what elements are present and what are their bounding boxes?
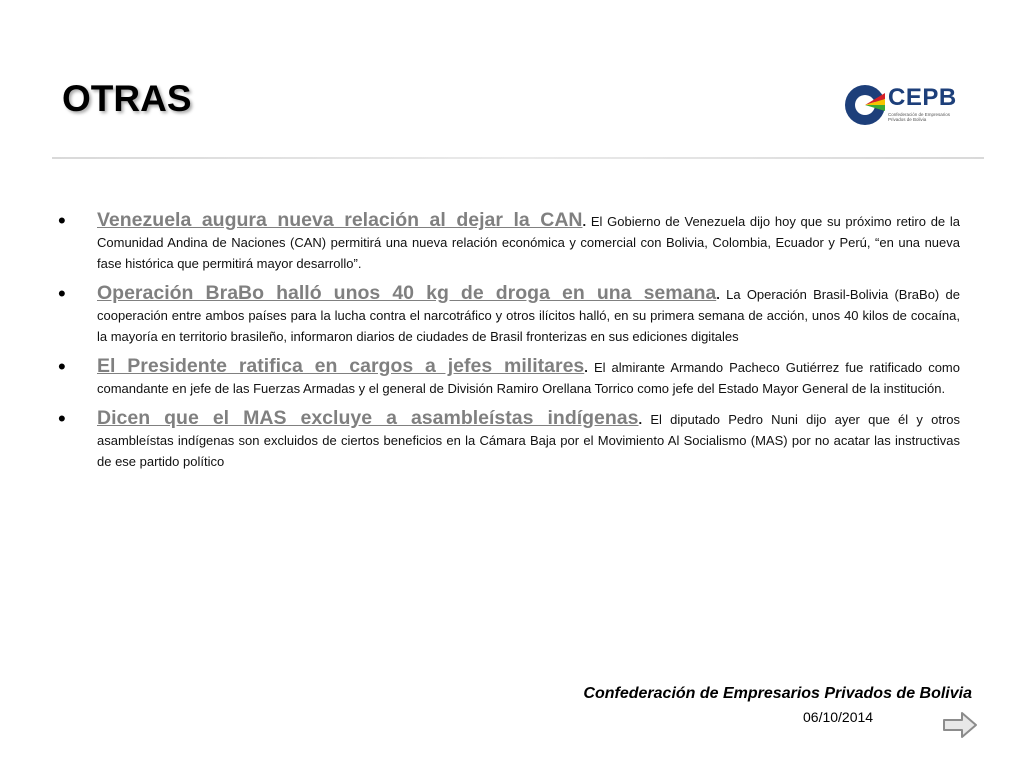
logo-subtitle: Confederación de Empresarios Privados de Bolivia	[888, 112, 951, 122]
news-item	[58, 406, 960, 472]
news-text	[97, 354, 960, 399]
cepb-logo	[842, 80, 962, 130]
news-body: La Operación Brasil-Bolivia (BraBo) de cooperación entre ambos países para la lucha contra el narcotráfico y otros ilícitos halló, en su primera semana de acción, unos 40 kilos de cocaína, la mayoría en territorio brasileño, informaron diarios de ciudades de Brasil fronterizas en sus ediciones digitales	[97, 287, 960, 344]
news-headline[interactable]: Operación BraBo halló unos 40 kg de droga en una semana	[97, 282, 717, 304]
bullet: •	[58, 354, 66, 379]
news-item	[58, 354, 960, 399]
title-divider	[52, 157, 984, 159]
headline-period: .	[716, 287, 720, 302]
news-headline[interactable]: Dicen que el MAS excluye a asambleístas indígenas	[97, 407, 639, 429]
news-body: El diputado Pedro Nuni dijo ayer que él y otros asambleístas indígenas son excluidos de ciertos beneficios en la Cámara Baja por el Movimiento Al Socialismo (MAS) por no acatar las instructivas de ese partido político	[97, 412, 961, 469]
news-body: El almirante Armando Pacheco Gutiérrez fue ratificado como comandante en jefe de las Fuerzas Armadas y el general de División Ramiro Orellana Torrico como jefe del Estado Mayor General de la institución.	[97, 360, 960, 396]
bullet: •	[58, 208, 66, 233]
logo-text: CEPB	[888, 84, 957, 111]
news-item	[58, 281, 960, 347]
news-item	[58, 208, 960, 274]
news-headline[interactable]: El Presidente ratifica en cargos a jefes militares	[97, 355, 585, 377]
headline-period: .	[584, 360, 588, 375]
bullet: •	[58, 281, 66, 306]
headline-period: .	[582, 214, 587, 229]
news-headline[interactable]: Venezuela augura nueva relación al dejar la CAN	[97, 209, 583, 231]
footer-date: 06/10/2014	[803, 709, 874, 725]
bullet: •	[58, 406, 66, 431]
headline-period: .	[638, 412, 643, 427]
next-arrow-icon[interactable]	[942, 710, 978, 740]
news-body: El Gobierno de Venezuela dijo hoy que su próximo retiro de la Comunidad Andina de Naciones (CAN) permitirá una nueva relación económica y comercial con Bolivia, Colombia, Ecuador y Perú, “en una nueva fase histórica que permitirá mayor desarrollo”.	[97, 214, 960, 271]
news-text	[97, 208, 960, 274]
news-text	[97, 281, 960, 347]
footer-organization: Confederación de Empresarios Privados de Bolivia	[583, 685, 972, 702]
news-text	[97, 406, 960, 472]
cepb-logo-icon	[842, 82, 888, 128]
news-list	[58, 208, 960, 479]
slide-title: OTRAS	[62, 78, 192, 119]
